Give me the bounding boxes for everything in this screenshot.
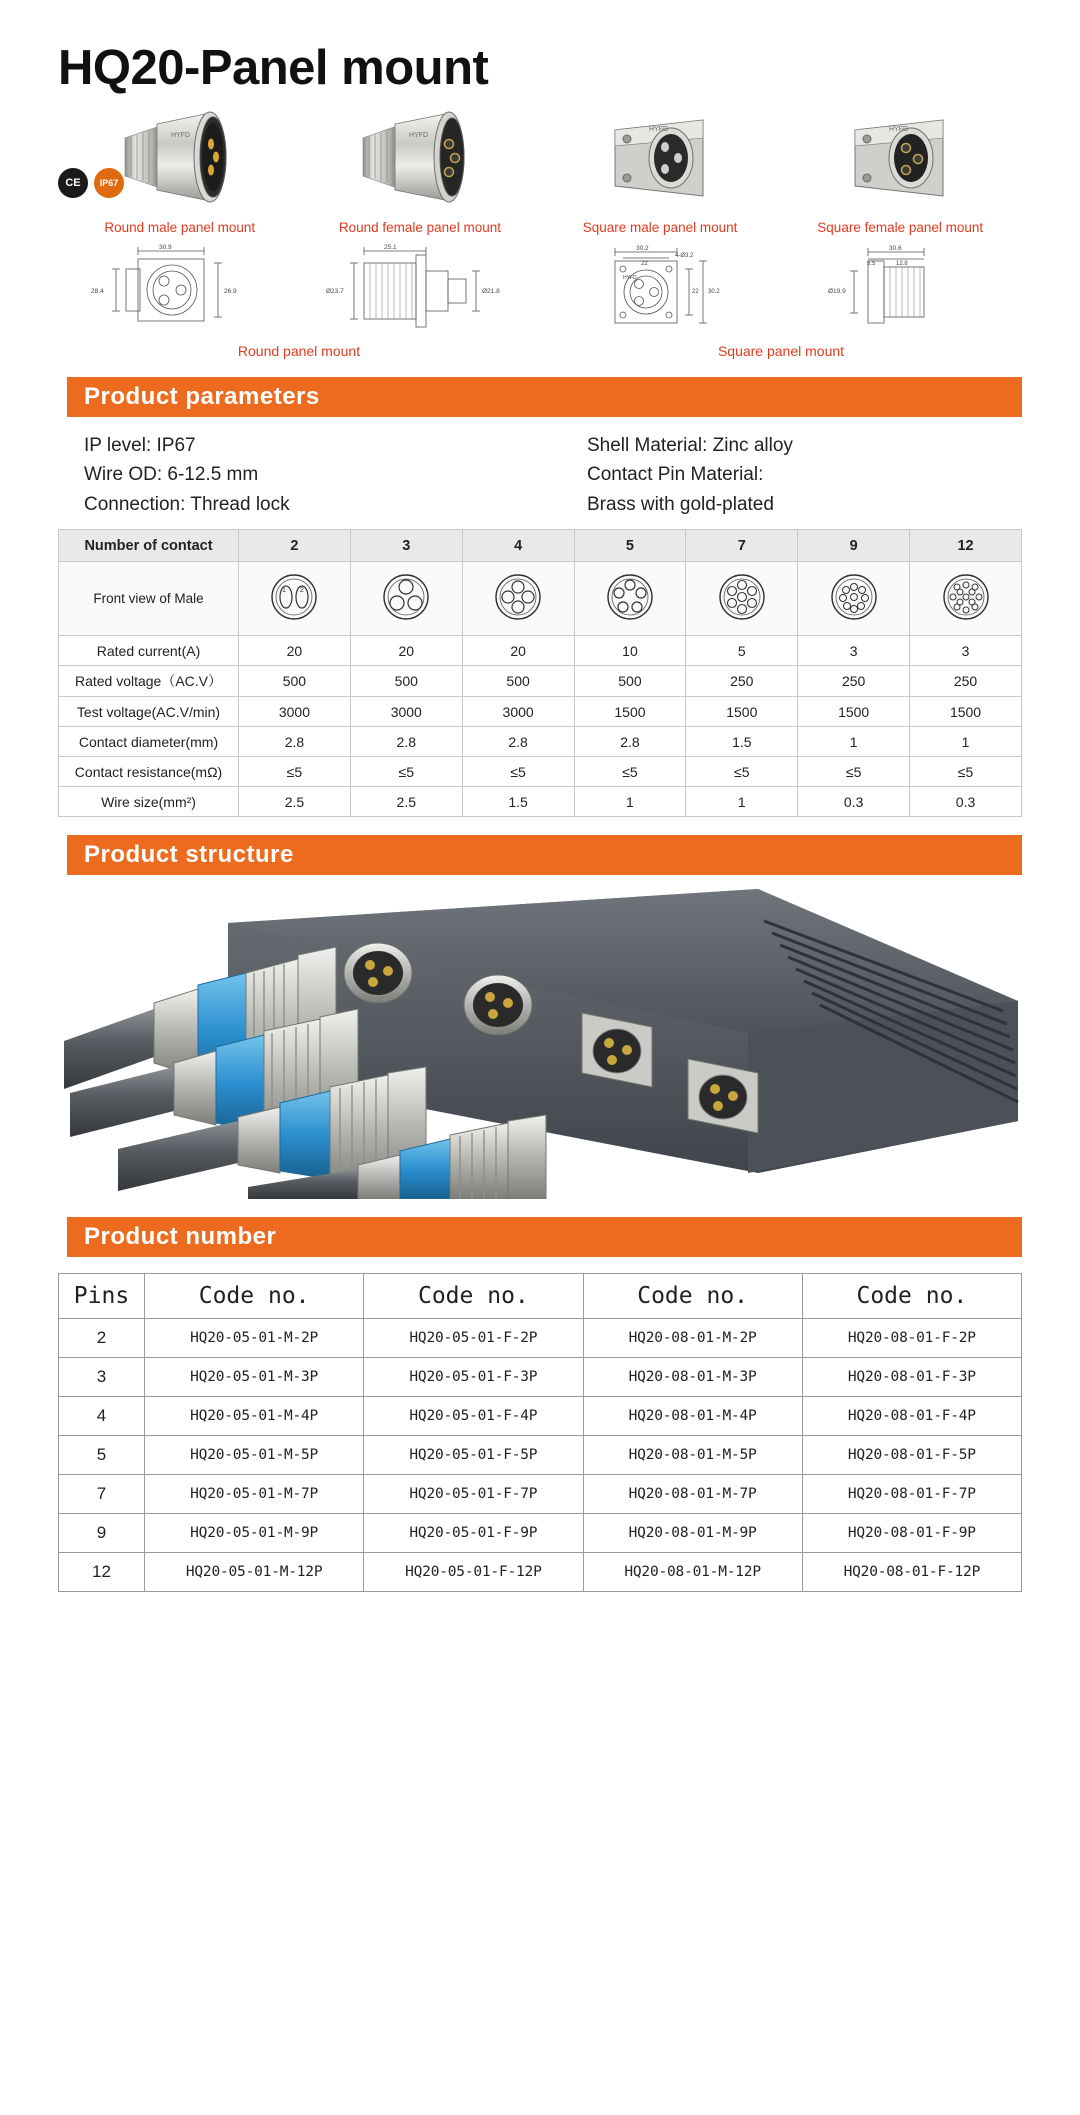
round-male-photo — [105, 104, 255, 212]
square-drawing-caption: Square panel mount — [717, 343, 845, 359]
pn-code: HQ20-08-01-M-9P — [583, 1514, 802, 1553]
cell-value: 500 — [462, 666, 574, 697]
svg-text:Ø19.9: Ø19.9 — [827, 288, 846, 295]
product-photo-cell — [546, 104, 774, 235]
square-female-photo — [825, 104, 975, 212]
table-row-test-voltage — [59, 697, 1022, 727]
pn-header-code-1: Code no. — [145, 1274, 364, 1319]
svg-text:22: 22 — [641, 261, 648, 267]
front-view-label: Front view of Male — [59, 562, 239, 636]
cell-value: 1500 — [574, 697, 686, 727]
svg-text:4-Ø3.2: 4-Ø3.2 — [675, 253, 694, 259]
technical-drawing-row — [58, 241, 1022, 341]
pn-code: HQ20-08-01-M-12P — [583, 1553, 802, 1592]
contact-count-12: 12 — [910, 530, 1022, 562]
cell-value: 1500 — [910, 697, 1022, 727]
row-label: Rated voltage（AC.V） — [59, 666, 239, 697]
product-caption: Square female panel mount — [817, 220, 984, 235]
table-row — [59, 1514, 1022, 1553]
square-female-dimension-drawing — [814, 241, 994, 341]
product-structure-illustration — [58, 881, 1022, 1199]
product-caption: Round female panel mount — [338, 220, 501, 235]
square-male-dimension-drawing — [571, 241, 751, 341]
cell-value: ≤5 — [574, 757, 686, 787]
pin-face-12-icon — [939, 570, 993, 624]
row-label: Contact resistance(mΩ) — [59, 757, 239, 787]
pn-code: HQ20-05-01-M-4P — [145, 1397, 364, 1436]
pin-face-4-icon — [491, 570, 545, 624]
cell-value: 250 — [910, 666, 1022, 697]
panel-with-connectors-illustration — [58, 881, 1022, 1199]
svg-text:2: 2 — [300, 587, 305, 595]
pin-layout-9 — [798, 562, 910, 636]
pin-face-5-icon — [603, 570, 657, 624]
pin-layout-2 — [239, 562, 351, 636]
pin-layout-12 — [910, 562, 1022, 636]
contact-count-3: 3 — [350, 530, 462, 562]
pn-code: HQ20-05-01-M-5P — [145, 1436, 364, 1475]
cell-value: 500 — [350, 666, 462, 697]
section-title: Product parameters — [84, 383, 320, 410]
cell-value: 3 — [910, 636, 1022, 666]
cell-value: 20 — [239, 636, 351, 666]
svg-text:HYFD: HYFD — [649, 126, 669, 133]
svg-text:30.2: 30.2 — [708, 289, 720, 295]
spec-column-left — [84, 431, 553, 519]
row-label: Contact diameter(mm) — [59, 727, 239, 757]
table-row-wire-size — [59, 787, 1022, 817]
cell-value: 5 — [686, 636, 798, 666]
table-row — [59, 1475, 1022, 1514]
pn-code: HQ20-08-01-F-2P — [802, 1319, 1021, 1358]
cell-value: 1 — [686, 787, 798, 817]
cell-value: ≤5 — [910, 757, 1022, 787]
param-header-label: Number of contact — [59, 530, 239, 562]
pin-layout-7 — [686, 562, 798, 636]
contact-count-7: 7 — [686, 530, 798, 562]
square-male-photo — [585, 104, 735, 212]
table-row-rated-current — [59, 636, 1022, 666]
svg-text:28.4: 28.4 — [91, 288, 104, 295]
parameters-table — [58, 529, 1022, 817]
round-male-dimension-drawing — [86, 241, 266, 341]
section-title: Product number — [84, 1223, 277, 1251]
svg-text:HYFD: HYFD — [889, 126, 909, 133]
svg-text:HYFD: HYFD — [170, 132, 190, 139]
certification-badges — [58, 168, 124, 198]
cell-value: 1 — [798, 727, 910, 757]
pn-code: HQ20-08-01-F-7P — [802, 1475, 1021, 1514]
pn-code: HQ20-05-01-F-7P — [364, 1475, 583, 1514]
pn-code: HQ20-08-01-F-9P — [802, 1514, 1021, 1553]
section-title: Product structure — [84, 841, 294, 869]
pin-face-7-icon — [715, 570, 769, 624]
cell-value: 1 — [574, 787, 686, 817]
page-title: HQ20-Panel mount — [58, 41, 489, 95]
pin-layout-4 — [462, 562, 574, 636]
product-photo-row — [58, 104, 1022, 235]
cell-value: 1500 — [686, 697, 798, 727]
pn-code: HQ20-05-01-F-9P — [364, 1514, 583, 1553]
pn-header-code-2: Code no. — [364, 1274, 583, 1319]
cell-value: 1500 — [798, 697, 910, 727]
pn-code: HQ20-08-01-F-5P — [802, 1436, 1021, 1475]
table-row-contact-diameter — [59, 727, 1022, 757]
pn-code: HQ20-08-01-M-3P — [583, 1358, 802, 1397]
cell-value: 20 — [462, 636, 574, 666]
row-label: Test voltage(AC.V/min) — [59, 697, 239, 727]
cell-value: 3000 — [462, 697, 574, 727]
pn-code: HQ20-05-01-M-3P — [145, 1358, 364, 1397]
table-row — [59, 1358, 1022, 1397]
cell-value: 2.8 — [350, 727, 462, 757]
pn-code: HQ20-08-01-F-12P — [802, 1553, 1021, 1592]
panel-connector-2 — [464, 975, 532, 1035]
ce-mark-icon: CE — [58, 168, 88, 198]
square-male-connector-illustration — [585, 104, 735, 212]
spec-ip-level: IP level: IP67 — [84, 435, 196, 456]
section-accent-notch — [67, 835, 74, 875]
contact-count-4: 4 — [462, 530, 574, 562]
svg-text:5.5: 5.5 — [866, 261, 876, 267]
section-header-number — [58, 1217, 1022, 1257]
cell-value: 1 — [910, 727, 1022, 757]
cell-value: 2.8 — [462, 727, 574, 757]
product-caption: Round male panel mount — [104, 220, 256, 235]
ip67-mark-icon: IP67 — [94, 168, 124, 198]
square-male-drawing — [545, 241, 777, 341]
contact-count-5: 5 — [574, 530, 686, 562]
cell-value: 2.5 — [350, 787, 462, 817]
pn-pins: 9 — [59, 1514, 145, 1553]
cell-value: 3000 — [350, 697, 462, 727]
round-male-connector-illustration — [105, 104, 255, 212]
pn-header-code-3: Code no. — [583, 1274, 802, 1319]
pn-code: HQ20-05-01-M-12P — [145, 1553, 364, 1592]
product-photo-cell — [786, 104, 1014, 235]
spec-column-right — [553, 431, 1022, 519]
panel-connector-1 — [344, 943, 412, 1003]
pn-code: HQ20-08-01-M-2P — [583, 1319, 802, 1358]
pn-code: HQ20-05-01-F-3P — [364, 1358, 583, 1397]
table-row — [59, 1553, 1022, 1592]
table-row-rated-voltage — [59, 666, 1022, 697]
cell-value: 10 — [574, 636, 686, 666]
contact-count-2: 2 — [239, 530, 351, 562]
cell-value: ≤5 — [686, 757, 798, 787]
pn-code: HQ20-05-01-F-4P — [364, 1397, 583, 1436]
cell-value: 2.8 — [574, 727, 686, 757]
round-female-drawing — [303, 241, 535, 341]
svg-text:30.9: 30.9 — [159, 244, 172, 251]
pin-layout-3 — [350, 562, 462, 636]
contact-count-9: 9 — [798, 530, 910, 562]
cell-value: 500 — [239, 666, 351, 697]
svg-text:HYFD: HYFD — [408, 132, 428, 139]
pin-face-3-icon — [379, 570, 433, 624]
pn-code: HQ20-08-01-F-4P — [802, 1397, 1021, 1436]
pn-code: HQ20-08-01-F-3P — [802, 1358, 1021, 1397]
svg-text:Ø23.7: Ø23.7 — [325, 288, 344, 295]
cell-value: ≤5 — [462, 757, 574, 787]
pn-pins: 7 — [59, 1475, 145, 1514]
table-row-header — [59, 530, 1022, 562]
pn-code: HQ20-05-01-F-12P — [364, 1553, 583, 1592]
pn-pins: 4 — [59, 1397, 145, 1436]
svg-text:22: 22 — [692, 289, 699, 295]
cell-value: 500 — [574, 666, 686, 697]
product-caption: Square male panel mount — [582, 220, 738, 235]
cell-value: 0.3 — [910, 787, 1022, 817]
product-datasheet-page — [0, 40, 1080, 2115]
cell-value: 1.5 — [462, 787, 574, 817]
cell-value: 250 — [686, 666, 798, 697]
svg-text:HYFD: HYFD — [623, 275, 637, 281]
section-header-parameters — [58, 377, 1022, 417]
pn-code: HQ20-08-01-M-5P — [583, 1436, 802, 1475]
table-row — [59, 1319, 1022, 1358]
pn-pins: 12 — [59, 1553, 145, 1592]
square-female-connector-illustration — [825, 104, 975, 212]
table-row-header — [59, 1274, 1022, 1319]
spec-wire-od: Wire OD: 6-12.5 mm — [84, 464, 259, 486]
pn-code: HQ20-05-01-F-5P — [364, 1436, 583, 1475]
drawing-captions — [58, 343, 1022, 359]
cell-value: ≤5 — [798, 757, 910, 787]
round-female-dimension-drawing — [324, 241, 514, 341]
section-accent-notch — [67, 377, 74, 417]
table-row-front-view — [59, 562, 1022, 636]
row-label: Rated current(A) — [59, 636, 239, 666]
spec-list — [58, 431, 1022, 519]
section-header-structure — [58, 835, 1022, 875]
cell-value: 3 — [798, 636, 910, 666]
svg-text:26.9: 26.9 — [224, 288, 237, 295]
spec-shell-material: Shell Material: Zinc alloy — [587, 435, 793, 456]
round-female-connector-illustration — [345, 104, 495, 212]
pn-header-code-4: Code no. — [802, 1274, 1021, 1319]
square-female-drawing — [788, 241, 1020, 341]
cell-value: 250 — [798, 666, 910, 697]
svg-text:Ø21.8: Ø21.8 — [481, 288, 500, 295]
product-number-table — [58, 1273, 1022, 1592]
pn-code: HQ20-05-01-F-2P — [364, 1319, 583, 1358]
spec-connection: Connection: Thread lock — [84, 493, 290, 515]
cell-value: 2.5 — [239, 787, 351, 817]
row-label: Wire size(mm²) — [59, 787, 239, 817]
product-photo-cell — [306, 104, 534, 235]
round-male-drawing — [60, 241, 292, 341]
section-accent-notch — [67, 1217, 74, 1257]
pin-face-2-icon — [267, 570, 321, 624]
svg-text:30.2: 30.2 — [636, 245, 649, 252]
cell-value: 2.8 — [239, 727, 351, 757]
pin-layout-5 — [574, 562, 686, 636]
pn-code: HQ20-08-01-M-4P — [583, 1397, 802, 1436]
cell-value: 3000 — [239, 697, 351, 727]
cell-value: 20 — [350, 636, 462, 666]
svg-text:30.6: 30.6 — [888, 245, 902, 252]
pin-face-9-icon — [827, 570, 881, 624]
table-row-contact-resistance — [59, 757, 1022, 787]
pn-code: HQ20-05-01-M-7P — [145, 1475, 364, 1514]
svg-text:12.8: 12.8 — [895, 261, 908, 267]
round-female-photo — [345, 104, 495, 212]
pn-pins: 5 — [59, 1436, 145, 1475]
pn-code: HQ20-08-01-M-7P — [583, 1475, 802, 1514]
cell-value: ≤5 — [350, 757, 462, 787]
pn-pins: 3 — [59, 1358, 145, 1397]
svg-text:1: 1 — [282, 587, 287, 595]
spec-contact-pin-material-value: Brass with gold-plated — [587, 493, 774, 515]
pn-header-pins: Pins — [59, 1274, 145, 1319]
pn-code: HQ20-05-01-M-9P — [145, 1514, 364, 1553]
pn-pins: 2 — [59, 1319, 145, 1358]
cell-value: 0.3 — [798, 787, 910, 817]
pn-code: HQ20-05-01-M-2P — [145, 1319, 364, 1358]
cell-value: ≤5 — [239, 757, 351, 787]
table-row — [59, 1436, 1022, 1475]
svg-text:25.1: 25.1 — [383, 244, 397, 251]
spec-contact-pin-material: Contact Pin Material: — [587, 464, 764, 486]
cell-value: 1.5 — [686, 727, 798, 757]
table-row — [59, 1397, 1022, 1436]
round-drawing-caption: Round panel mount — [237, 343, 361, 359]
